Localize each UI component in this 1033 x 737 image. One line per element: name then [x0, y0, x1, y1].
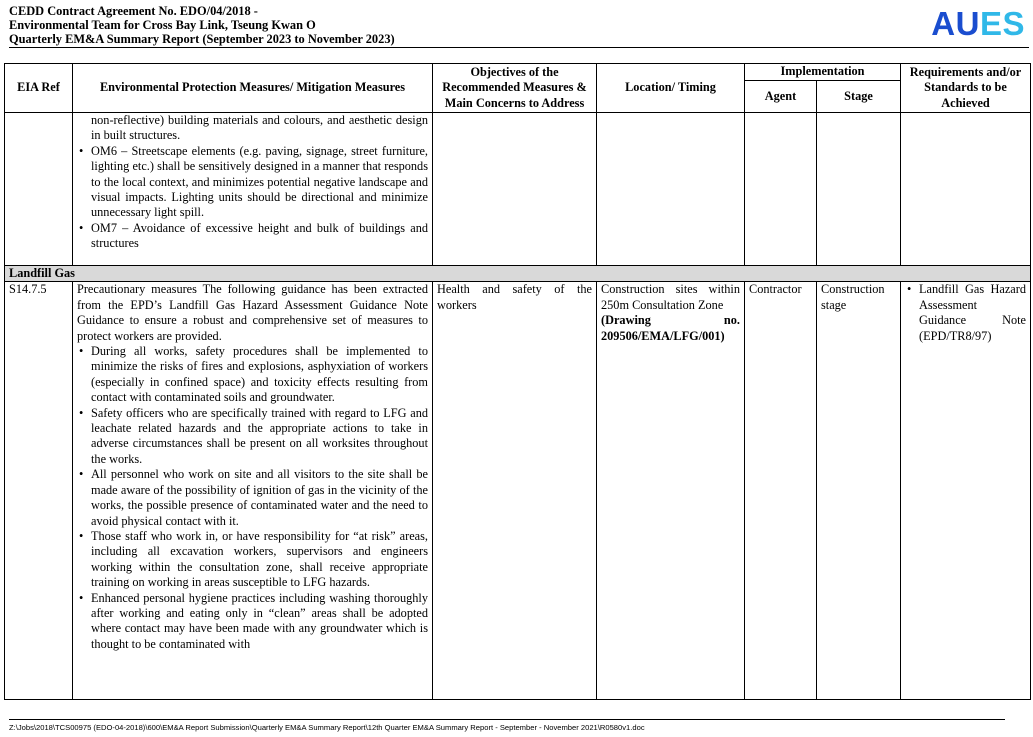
report-title-block	[9, 4, 395, 47]
bullet-list	[77, 144, 428, 252]
col-header-implementation: Implementation	[745, 64, 901, 81]
section-title: Landfill Gas	[5, 266, 1031, 282]
section-row	[5, 266, 1031, 282]
list-item: • Safety officers who are specifically trained with regard to LFG and leachate related hazards and the appropriate actions to take in adverse circumstances shall be present on all worksites throughout the works.	[91, 406, 428, 468]
table-row	[5, 113, 1031, 266]
team-line: Environmental Team for Cross Bay Link, Tseung Kwan O	[9, 18, 316, 33]
list-item: • All personnel who work on site and all visitors to the site shall be made aware of the possibility of ignition of gas in the vicinity of the works, the possible presence of contaminated water and the need to avoid physical contact with it.	[91, 467, 428, 529]
eia-ref-cell: S14.7.5	[5, 282, 73, 700]
footer-divider	[9, 719, 1005, 720]
list-item: • Those staff who work in, or have responsibility for “at risk” areas, including all excavation workers, supervisors and engineers working within the consultation zone, shall receive appropriate training on working in areas susceptible to LFG hazards.	[91, 529, 428, 591]
col-header-eia-ref: EIA Ref	[5, 64, 73, 113]
col-header-objectives: Objectives of the Recommended Measures & Main Concerns to Address	[433, 64, 597, 113]
drawing-reference: (Drawing no. 209506/EMA/LFG/001)	[601, 313, 740, 343]
stage-cell: Construction stage	[817, 282, 901, 700]
list-item: • OM6 – Streetscape elements (e.g. paving, signage, street furniture, lighting etc.) shall be sensitively designed in a manner that responds to the local context, and minimizes potential negative landscape and visual impacts. Lighting units should be directional and minimize unnecessary light spill.	[91, 144, 428, 221]
measures-cell	[73, 282, 433, 700]
list-item: • OM7 – Avoidance of excessive height and bulk of buildings and structures	[91, 221, 428, 252]
report-line: Quarterly EM&A Summary Report (September 2023 to November 2023)	[9, 32, 395, 47]
col-header-location: Location/ Timing	[597, 64, 745, 113]
contract-line: CEDD Contract Agreement No. EDO/04/2018 -	[9, 4, 258, 18]
location-text: Construction sites within 250m Consultation Zone	[601, 282, 740, 312]
bullet-list	[905, 282, 1026, 344]
col-header-stage: Stage	[817, 81, 901, 113]
col-header-agent: Agent	[745, 81, 817, 113]
bullet-list	[77, 344, 428, 652]
objective-cell: Health and safety of the workers	[433, 282, 597, 700]
location-cell	[597, 282, 745, 700]
table-row	[5, 282, 1031, 700]
col-header-requirements: Requirements and/or Standards to be Achieved	[901, 64, 1031, 113]
aues-logo: AUES	[931, 5, 1025, 42]
list-item: • Enhanced personal hygiene practices including washing thoroughly after working and eating only in “clean” areas shall be adopted where contact may have been made with any groundwater which is thought to be contaminated with	[91, 591, 428, 653]
header-divider	[9, 47, 1029, 48]
measures-cell	[73, 113, 433, 266]
agent-cell: Contractor	[745, 282, 817, 700]
requirement-cell	[901, 282, 1031, 700]
em-measures-table	[4, 63, 1031, 700]
col-header-measures: Environmental Protection Measures/ Mitigation Measures	[73, 64, 433, 113]
continued-text: non-reflective) building materials and colours, and aesthetic design in built structures.	[91, 113, 428, 143]
file-path-footer: Z:\Jobs\2018\TCS00975 (EDO-04-2018)\600\EM&A Report Submission\Quarterly EM&A Summary Report\12th Quarter EM&A Summary Report - September - November 2021\R0580v1.doc	[9, 723, 645, 732]
list-item: • During all works, safety procedures shall be implemented to minimize the risks of fires and explosions, asphyxiation of workers (especially in confined space) and toxicity effects resulting from contact with contaminated soils and groundwater.	[91, 344, 428, 406]
list-item: • Landfill Gas Hazard Assessment Guidance Note (EPD/TR8/97)	[919, 282, 1026, 344]
measures-intro: Precautionary measures The following guidance has been extracted from the EPD’s Landfill Gas Hazard Assessment Guidance Note Guidance to ensure a robust and comprehensive set of measures to protect workers are provided.	[77, 282, 428, 343]
page-header	[9, 4, 1031, 48]
